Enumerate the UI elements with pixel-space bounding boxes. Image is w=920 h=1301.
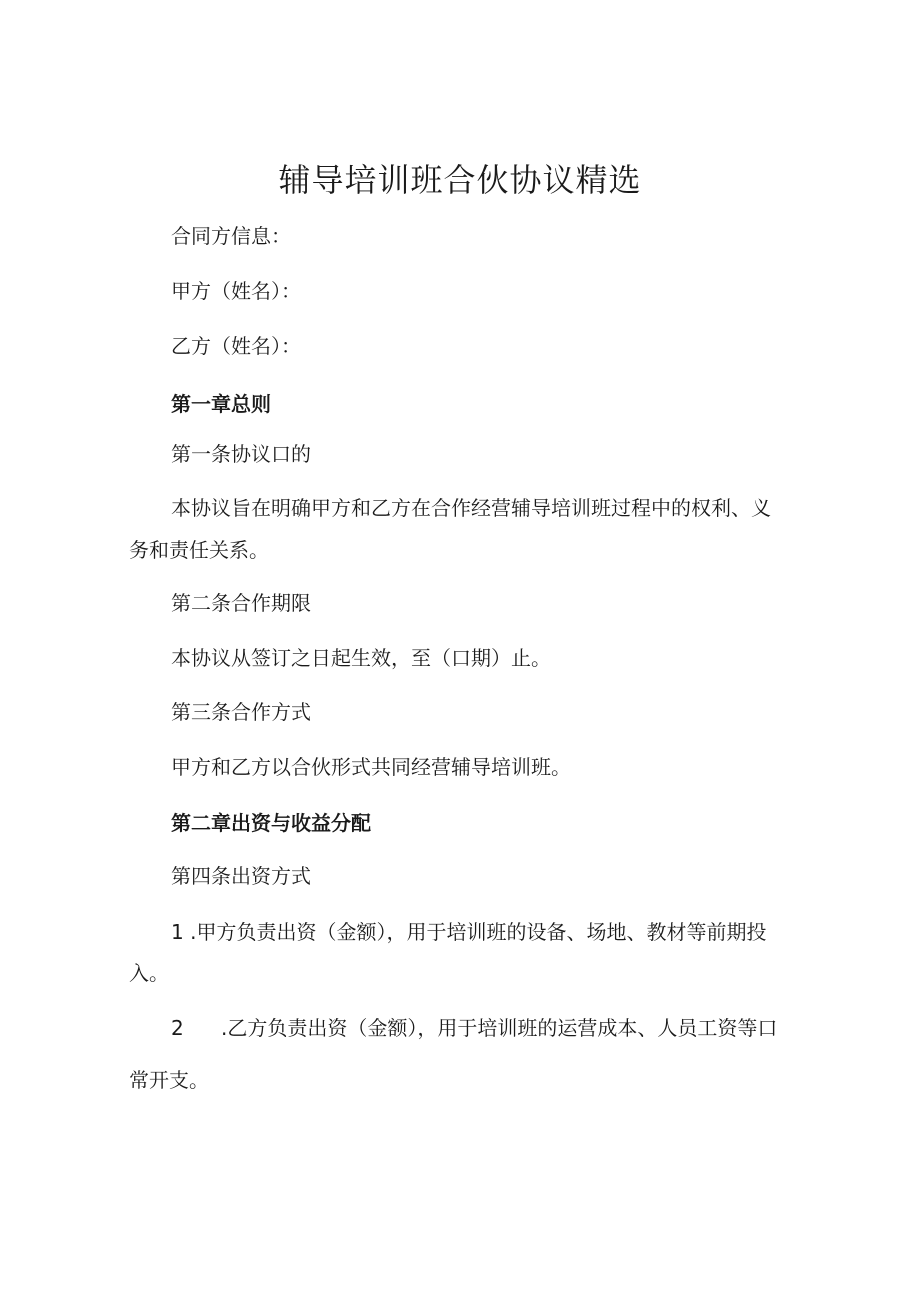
article-3-body: 甲方和乙方以合伙形式共同经营辅导培训班。 xyxy=(171,755,571,779)
article-2-title: 第二条合作期限 xyxy=(171,591,311,615)
article-2-body: 本协议从签订之日起生效，至（口期）止。 xyxy=(171,646,551,670)
article-3-title: 第三条合作方式 xyxy=(171,700,311,724)
article-1-body-line-1: 本协议旨在明确甲方和乙方在合作经营辅导培训班过程中的权利、义 xyxy=(171,496,771,520)
party-b-label: 乙方（姓名）： xyxy=(171,334,301,358)
list-item-2-line-1 xyxy=(171,1014,777,1042)
article-1-body-line-2: 务和责任关系。 xyxy=(129,538,269,562)
party-a-label: 甲方（姓名）： xyxy=(171,279,301,303)
chapter-2-heading: 第二章出资与收益分配 xyxy=(171,811,371,835)
list-item-1-number: 1 xyxy=(171,920,184,944)
party-info-label: 合同方信息： xyxy=(171,224,291,248)
list-item-2-line-2: 常开支。 xyxy=(129,1068,209,1092)
chapter-1-heading: 第一章总则 xyxy=(171,392,271,416)
list-item-1-line-2: 入。 xyxy=(129,961,169,985)
article-4-title: 第四条出资方式 xyxy=(171,864,311,888)
list-item-2-number: 2 xyxy=(171,1016,184,1040)
article-1-title: 第一条协议口的 xyxy=(171,442,311,466)
list-item-1-text: .甲方负责出资（金额），用于培训班的设备、场地、教材等前期投 xyxy=(190,920,767,944)
list-item-1-line-1 xyxy=(171,918,766,946)
list-item-2-text: .乙方负责出资（金额），用于培训班的运营成本、人员工资等口 xyxy=(221,1016,778,1040)
document-title: 辅导培训班合伙协议精选 xyxy=(278,161,642,199)
